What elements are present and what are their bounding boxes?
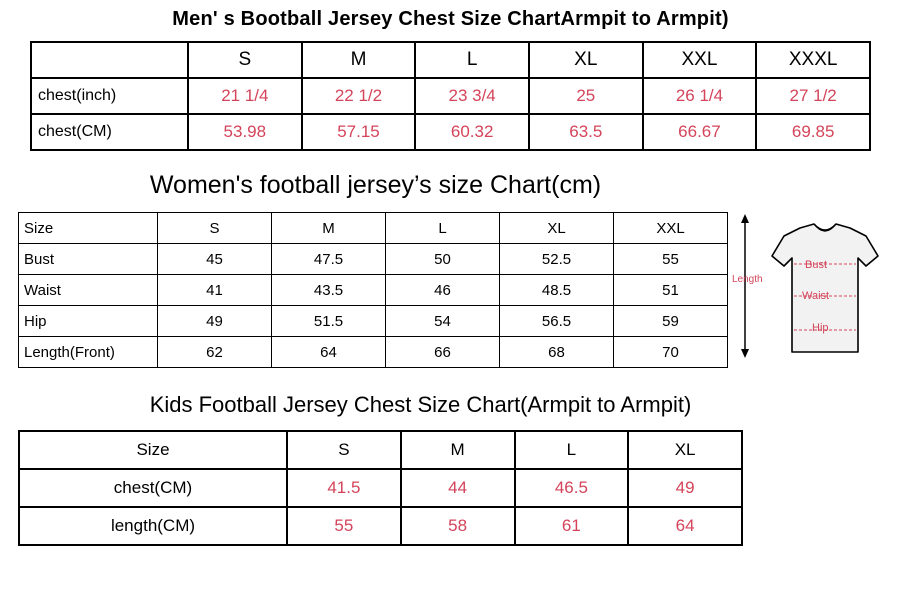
kids-length-xl: 64 [628, 507, 742, 545]
womens-section [0, 212, 901, 368]
mens-chest-cm-l: 60.32 [415, 114, 529, 150]
mens-header-xxl: XXL [643, 42, 757, 78]
kids-header-s: S [287, 431, 401, 469]
mens-chest-cm-m: 57.15 [302, 114, 416, 150]
mens-size-table [30, 41, 871, 151]
kids-chest-s: 41.5 [287, 469, 401, 507]
womens-header-size: Size [19, 213, 158, 244]
kids-length-m: 58 [401, 507, 515, 545]
mens-header-xl: XL [529, 42, 643, 78]
womens-waist-xxl: 51 [614, 275, 728, 306]
womens-row-label-waist: Waist [19, 275, 158, 306]
mens-chart-title: Men' s Bootball Jersey Chest Size ChartArmpit to Armpit) [172, 8, 729, 30]
womens-header-xl: XL [500, 213, 614, 244]
kids-header-size: Size [19, 431, 287, 469]
womens-size-table [18, 212, 728, 368]
mens-chest-inch-s: 21 1/4 [188, 78, 302, 114]
womens-waist-xl: 48.5 [500, 275, 614, 306]
womens-bust-m: 47.5 [272, 244, 386, 275]
kids-chest-xl: 49 [628, 469, 742, 507]
womens-waist-s: 41 [158, 275, 272, 306]
mens-chest-inch-xxxl: 27 1/2 [756, 78, 870, 114]
table-row [19, 469, 742, 507]
table-row-header [19, 213, 728, 244]
mens-chest-inch-m: 22 1/2 [302, 78, 416, 114]
kids-header-l: L [515, 431, 629, 469]
diagram-label-bust: Bust [805, 259, 828, 271]
mens-header-xxxl: XXXL [756, 42, 870, 78]
mens-chest-cm-xxl: 66.67 [643, 114, 757, 150]
table-row [31, 78, 870, 114]
table-row [19, 337, 728, 368]
womens-header-l: L [386, 213, 500, 244]
table-row [19, 275, 728, 306]
womens-measurement-diagram [732, 212, 887, 360]
mens-chest-inch-xxl: 26 1/4 [643, 78, 757, 114]
womens-bust-s: 45 [158, 244, 272, 275]
kids-row-label-chest-cm: chest(CM) [19, 469, 287, 507]
kids-row-label-length-cm: length(CM) [19, 507, 287, 545]
diagram-label-hip: Hip [812, 322, 829, 334]
womens-bust-xxl: 55 [614, 244, 728, 275]
kids-length-l: 61 [515, 507, 629, 545]
womens-hip-s: 49 [158, 306, 272, 337]
kids-chart-title: Kids Football Jersey Chest Size Chart(Armpit to Armpit) [149, 392, 692, 417]
tshirt-icon [732, 212, 887, 360]
womens-header-m: M [272, 213, 386, 244]
table-row-header [31, 42, 870, 78]
womens-hip-m: 51.5 [272, 306, 386, 337]
mens-header-blank [31, 42, 188, 78]
womens-row-label-bust: Bust [19, 244, 158, 275]
womens-waist-l: 46 [386, 275, 500, 306]
mens-header-s: S [188, 42, 302, 78]
womens-hip-l: 54 [386, 306, 500, 337]
womens-length-xxl: 70 [614, 337, 728, 368]
womens-row-label-hip: Hip [19, 306, 158, 337]
kids-length-s: 55 [287, 507, 401, 545]
womens-row-label-length-front: Length(Front) [19, 337, 158, 368]
kids-chest-l: 46.5 [515, 469, 629, 507]
mens-chest-cm-s: 53.98 [188, 114, 302, 150]
womens-chart-title: Women's football jersey’s size Chart(cm) [149, 171, 602, 199]
mens-header-l: L [415, 42, 529, 78]
mens-chest-cm-xxxl: 69.85 [756, 114, 870, 150]
womens-length-xl: 68 [500, 337, 614, 368]
womens-header-s: S [158, 213, 272, 244]
table-row [31, 114, 870, 150]
womens-length-s: 62 [158, 337, 272, 368]
womens-length-m: 64 [272, 337, 386, 368]
mens-chest-cm-xl: 63.5 [529, 114, 643, 150]
womens-bust-l: 50 [386, 244, 500, 275]
mens-row-label-chest-cm: chest(CM) [31, 114, 188, 150]
mens-chest-inch-l: 23 3/4 [415, 78, 529, 114]
diagram-label-waist: Waist [802, 290, 830, 302]
table-row-header [19, 431, 742, 469]
womens-hip-xxl: 59 [614, 306, 728, 337]
mens-row-label-chest-inch: chest(inch) [31, 78, 188, 114]
mens-header-m: M [302, 42, 416, 78]
womens-waist-m: 43.5 [272, 275, 386, 306]
kids-header-xl: XL [628, 431, 742, 469]
womens-length-l: 66 [386, 337, 500, 368]
kids-chest-m: 44 [401, 469, 515, 507]
table-row [19, 306, 728, 337]
table-row [19, 244, 728, 275]
kids-size-table [18, 430, 743, 546]
womens-header-xxl: XXL [614, 213, 728, 244]
table-row [19, 507, 742, 545]
mens-chest-inch-xl: 25 [529, 78, 643, 114]
womens-hip-xl: 56.5 [500, 306, 614, 337]
diagram-label-length: Length [732, 274, 763, 285]
kids-header-m: M [401, 431, 515, 469]
womens-bust-xl: 52.5 [500, 244, 614, 275]
